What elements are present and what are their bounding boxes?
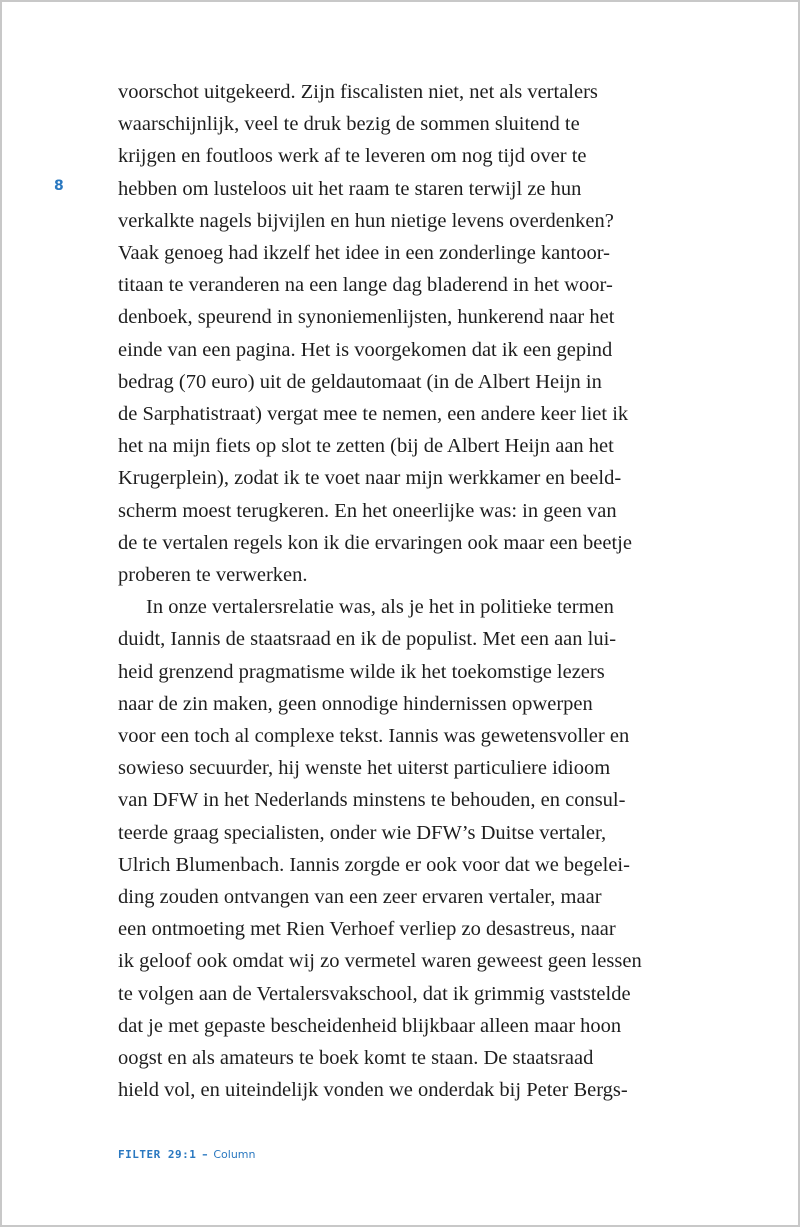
body-text bbox=[118, 76, 684, 1107]
text-line: voor een toch al complexe tekst. Iannis was gewetensvoller en bbox=[118, 725, 630, 748]
text-line: ik geloof ook omdat wij zo vermetel waren geweest geen lessen bbox=[118, 950, 642, 973]
text-line: van DFW in het Nederlands minstens te behouden, en consul- bbox=[118, 789, 626, 812]
text-line: einde van een pagina. Het is voorgekomen dat ik een gepind bbox=[118, 338, 613, 361]
text-line: teerde graag specialisten, onder wie DFW’s Duitse vertaler, bbox=[118, 821, 607, 844]
page-number: 8 bbox=[54, 178, 64, 194]
text-line: de Sarphatistraat) vergat mee te nemen, een andere keer liet ik bbox=[118, 403, 629, 426]
text-line: voorschot uitgekeerd. Zijn fiscalisten niet, net als vertalers bbox=[118, 81, 598, 103]
text-line: te volgen aan de Vertalersvakschool, dat ik grimmig vaststelde bbox=[118, 982, 631, 1005]
footer-section-name: Column bbox=[213, 1148, 256, 1161]
text-line: titaan te veranderen na een lange dag bladerend in het woor- bbox=[118, 274, 613, 297]
text-line: scherm moest terugkeren. En het oneerlijke was: in geen van bbox=[118, 499, 617, 522]
text-line: duidt, Iannis de staatsraad en ik de populist. Met een aan lui- bbox=[118, 628, 617, 651]
text-line: heid grenzend pragmatisme wilde ik het toekomstige lezers bbox=[118, 660, 605, 683]
text-line: de te vertalen regels kon ik die ervaringen ook maar een beetje bbox=[118, 531, 632, 554]
text-line: een ontmoeting met Rien Verhoef verliep zo desastreus, naar bbox=[118, 918, 616, 941]
text-line: krijgen en foutloos werk af te leveren om nog tijd over te bbox=[118, 145, 587, 168]
text-line: bedrag (70 euro) uit de geldautomaat (in de Albert Heijn in bbox=[118, 370, 602, 393]
text-line: waarschijnlijk, veel te druk bezig de sommen sluitend te bbox=[118, 113, 580, 136]
text-line: ding zouden ontvangen van een zeer ervaren vertaler, maar bbox=[118, 886, 602, 909]
text-line: verkalkte nagels bijvijlen en hun nietige levens overdenken? bbox=[118, 209, 614, 232]
paragraph-start-line: In onze vertalersrelatie was, als je het in politieke termen bbox=[146, 596, 614, 619]
text-line: oogst en als amateurs te boek komt te staan. De staatsraad bbox=[118, 1047, 594, 1070]
text-line: hebben om lusteloos uit het raam te staren terwijl ze hun bbox=[118, 177, 582, 200]
text-line: Ulrich Blumenbach. Iannis zorgde er ook voor dat we begelei- bbox=[118, 853, 630, 876]
text-line: naar de zin maken, geen onnodige hindernissen opwerpen bbox=[118, 692, 593, 715]
text-line: proberen te verwerken. bbox=[118, 564, 308, 587]
text-line: sowieso secuurder, hij wenste het uiterst particuliere idioom bbox=[118, 757, 611, 780]
text-line: dat je met gepaste bescheidenheid blijkbaar alleen maar hoon bbox=[118, 1014, 622, 1037]
text-line: Krugerplein), zodat ik te voet naar mijn werkkamer en beeld- bbox=[118, 467, 622, 490]
text-line: denboek, speurend in synoniemenlijsten, hunkerend naar het bbox=[118, 306, 615, 329]
text-line: hield vol, en uiteindelijk vonden we onderdak bij Peter Bergs- bbox=[118, 1079, 628, 1102]
footer-separator: – bbox=[202, 1148, 208, 1161]
text-line: Vaak genoeg had ikzelf het idee in een zonderlinge kantoor- bbox=[118, 242, 610, 265]
footer-journal-issue: FILTER 29:1 bbox=[118, 1148, 197, 1161]
text-line: het na mijn fiets op slot te zetten (bij de Albert Heijn aan het bbox=[118, 435, 614, 458]
running-footer bbox=[118, 1148, 256, 1161]
